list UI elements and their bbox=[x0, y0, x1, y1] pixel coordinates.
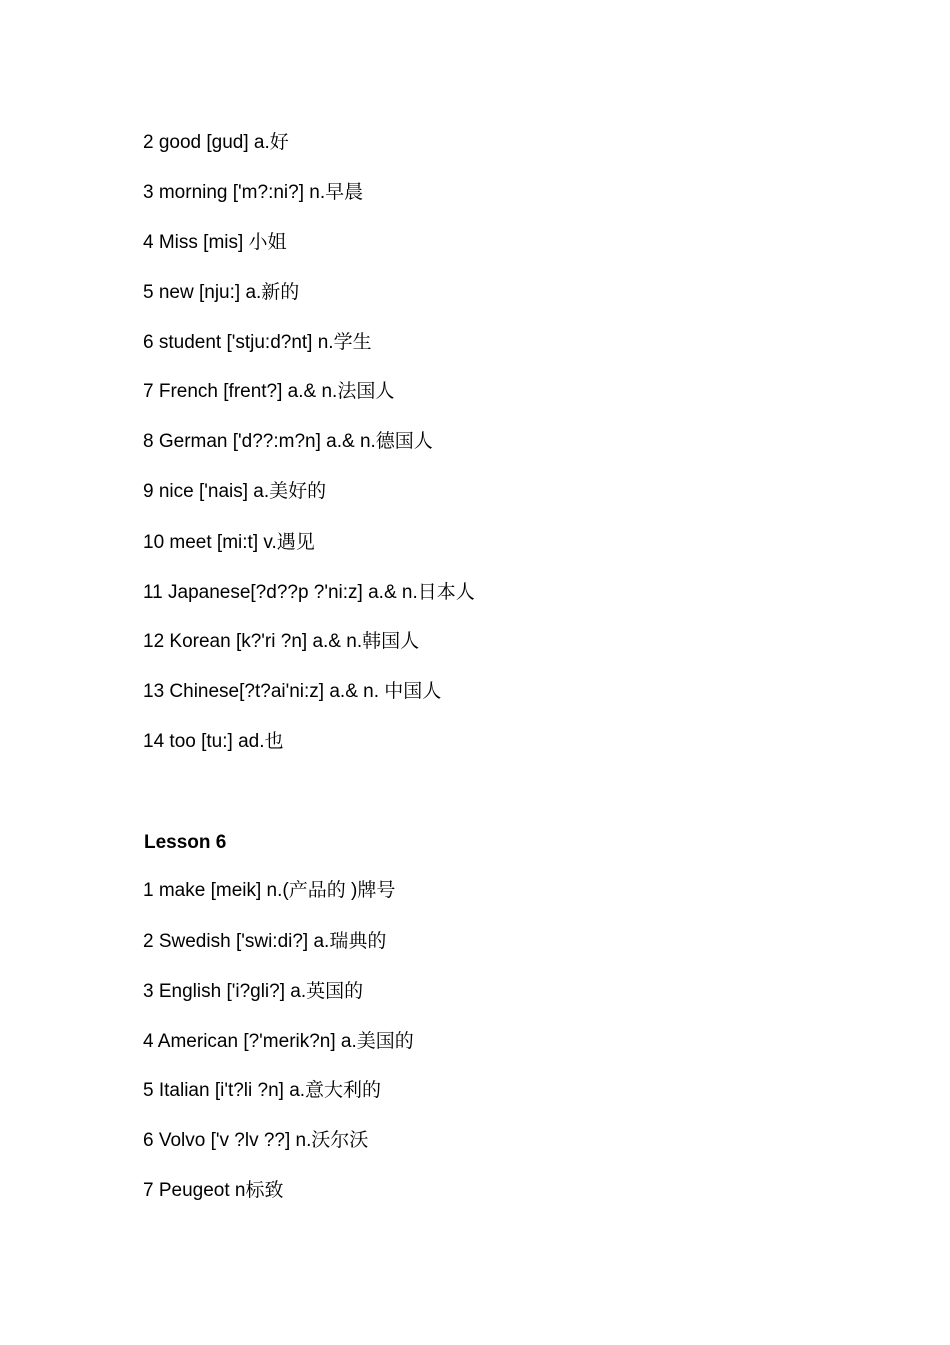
vocab-entry: 4 American [?'merik?n] a.美国的 bbox=[143, 1031, 414, 1052]
vocab-entry: 11 Japanese[?d??p ?'ni:z] a.& n.日本人 bbox=[143, 582, 475, 603]
vocab-entry: 10 meet [mi:t] v.遇见 bbox=[143, 532, 315, 553]
vocab-entry: 4 Miss [mis] 小姐 bbox=[143, 232, 287, 253]
vocab-entry: 14 too [tu:] ad.也 bbox=[143, 731, 284, 752]
vocab-entry: 5 Italian [i't?li ?n] a.意大利的 bbox=[143, 1080, 382, 1101]
vocab-entry: 9 nice ['nais] a.美好的 bbox=[143, 481, 327, 502]
vocab-entry: 1 make [meik] n.(产品的 )牌号 bbox=[143, 880, 396, 901]
vocab-entry: 3 English ['i?gli?] a.英国的 bbox=[143, 981, 364, 1002]
vocab-entry: 2 Swedish ['swi:di?] a.瑞典的 bbox=[143, 931, 387, 952]
vocab-entry: 7 Peugeot n标致 bbox=[143, 1180, 284, 1201]
vocab-entry: 12 Korean [k?'ri ?n] a.& n.韩国人 bbox=[143, 631, 420, 652]
vocab-entry: 3 morning ['m?:ni?] n.早晨 bbox=[143, 182, 364, 203]
vocab-entry: 6 student ['stju:d?nt] n.学生 bbox=[143, 332, 372, 353]
vocab-entry: 13 Chinese[?t?ai'ni:z] a.& n. 中国人 bbox=[143, 681, 442, 702]
lesson-heading: Lesson 6 bbox=[144, 832, 227, 853]
vocab-entry: 2 good [gud] a.好 bbox=[143, 132, 289, 153]
vocab-entry: 6 Volvo ['v ?lv ??] n.沃尔沃 bbox=[143, 1130, 369, 1151]
vocab-entry: 8 German ['d??:m?n] a.& n.德国人 bbox=[143, 431, 433, 452]
vocab-entry: 7 French [frent?] a.& n.法国人 bbox=[143, 381, 395, 402]
vocab-entry: 5 new [nju:] a.新的 bbox=[143, 282, 300, 303]
